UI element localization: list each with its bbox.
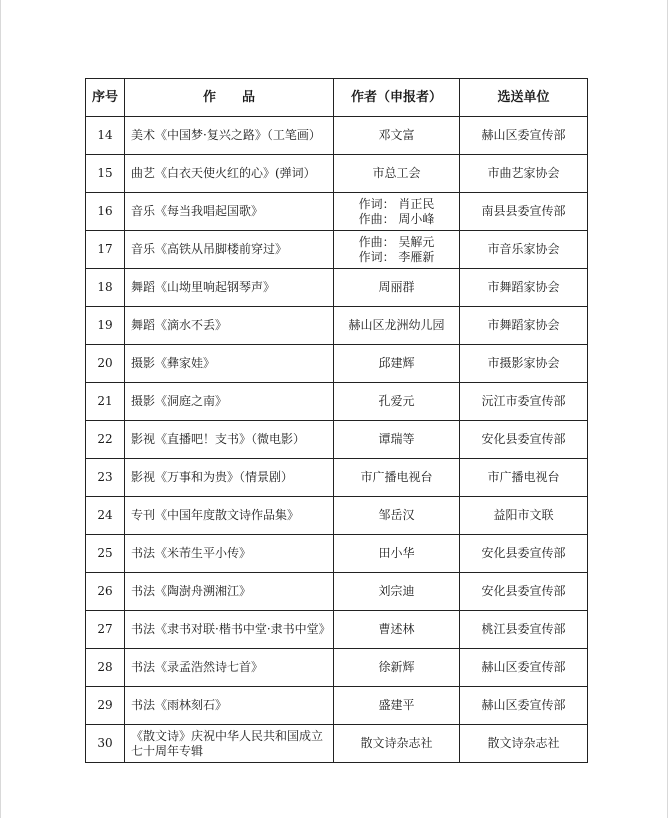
row-seq: 23 xyxy=(86,459,125,497)
row-work: 影视《直播吧！支书》（微电影） xyxy=(125,421,334,459)
author-line: 孔爱元 xyxy=(378,394,415,408)
row-author xyxy=(334,611,460,649)
table-row xyxy=(86,687,588,725)
author-line: 盛建平 xyxy=(378,698,415,712)
row-seq: 30 xyxy=(86,725,125,763)
table-row xyxy=(86,269,588,307)
row-seq: 26 xyxy=(86,573,125,611)
row-work: 音乐《每当我唱起国歌》 xyxy=(125,193,334,231)
row-work: 摄影《洞庭之南》 xyxy=(125,383,334,421)
awards-table xyxy=(85,78,588,763)
row-unit: 益阳市文联 xyxy=(460,497,588,535)
row-seq: 28 xyxy=(86,649,125,687)
row-work: 专刊《中国年度散文诗作品集》 xyxy=(125,497,334,535)
header-seq: 序号 xyxy=(86,79,125,117)
page-edge-left xyxy=(0,0,1,818)
row-author xyxy=(334,421,460,459)
row-seq: 14 xyxy=(86,117,125,155)
row-seq: 24 xyxy=(86,497,125,535)
row-unit: 市摄影家协会 xyxy=(460,345,588,383)
row-author xyxy=(334,725,460,763)
author-line: 赫山区龙洲幼儿园 xyxy=(348,318,445,332)
author-line: 作曲： 吴解元 xyxy=(358,234,435,249)
row-work: 摄影《彝家娃》 xyxy=(125,345,334,383)
row-unit: 赫山区委宣传部 xyxy=(460,649,588,687)
author-line: 周丽群 xyxy=(378,280,415,294)
row-unit: 沅江市委宣传部 xyxy=(460,383,588,421)
row-work: 书法《录孟浩然诗七首》 xyxy=(125,649,334,687)
row-unit: 市音乐家协会 xyxy=(460,231,588,269)
row-author xyxy=(334,269,460,307)
row-author xyxy=(334,649,460,687)
row-unit: 市舞蹈家协会 xyxy=(460,269,588,307)
row-seq: 21 xyxy=(86,383,125,421)
table-row xyxy=(86,193,588,231)
author-line: 邹岳汉 xyxy=(378,508,415,522)
row-seq: 22 xyxy=(86,421,125,459)
row-work: 音乐《高铁从吊脚楼前穿过》 xyxy=(125,231,334,269)
row-work: 《散文诗》庆祝中华人民共和国成立七十周年专辑 xyxy=(125,725,334,763)
row-work: 书法《雨林刻石》 xyxy=(125,687,334,725)
header-work: 作品 xyxy=(125,79,334,117)
author-line: 市总工会 xyxy=(372,166,421,180)
row-unit: 安化县委宣传部 xyxy=(460,573,588,611)
row-author xyxy=(334,117,460,155)
row-author xyxy=(334,535,460,573)
row-seq: 27 xyxy=(86,611,125,649)
row-author xyxy=(334,573,460,611)
row-work: 书法《隶书对联·楷书中堂·隶书中堂》 xyxy=(125,611,334,649)
table-row xyxy=(86,117,588,155)
row-unit: 赫山区委宣传部 xyxy=(460,117,588,155)
author-line: 作词： 肖正民 xyxy=(358,196,435,211)
table-row xyxy=(86,535,588,573)
row-unit: 桃江县委宣传部 xyxy=(460,611,588,649)
table-row xyxy=(86,573,588,611)
row-seq: 29 xyxy=(86,687,125,725)
author-line: 邓文富 xyxy=(378,128,415,142)
row-author xyxy=(334,687,460,725)
author-line: 作曲： 周小峰 xyxy=(358,211,435,226)
header-unit: 选送单位 xyxy=(460,79,588,117)
row-seq: 25 xyxy=(86,535,125,573)
row-seq: 18 xyxy=(86,269,125,307)
author-line: 曹述林 xyxy=(378,622,415,636)
table-row xyxy=(86,231,588,269)
author-line: 徐新辉 xyxy=(378,660,415,674)
author-line: 市广播电视台 xyxy=(360,470,433,484)
row-unit: 赫山区委宣传部 xyxy=(460,687,588,725)
row-seq: 20 xyxy=(86,345,125,383)
row-author xyxy=(334,231,460,269)
row-author xyxy=(334,193,460,231)
author-line: 作词： 李雁新 xyxy=(358,249,435,264)
row-work: 舞蹈《滴水不丢》 xyxy=(125,307,334,345)
table-row xyxy=(86,383,588,421)
row-author xyxy=(334,155,460,193)
table-row xyxy=(86,345,588,383)
row-unit: 南县县委宣传部 xyxy=(460,193,588,231)
row-unit: 市曲艺家协会 xyxy=(460,155,588,193)
row-author xyxy=(334,459,460,497)
author-line: 邱建辉 xyxy=(378,356,415,370)
row-seq: 16 xyxy=(86,193,125,231)
row-seq: 19 xyxy=(86,307,125,345)
table-row xyxy=(86,307,588,345)
row-author xyxy=(334,383,460,421)
table-row xyxy=(86,497,588,535)
row-work: 舞蹈《山坳里响起钢琴声》 xyxy=(125,269,334,307)
author-line: 刘宗迪 xyxy=(378,584,415,598)
row-unit: 市广播电视台 xyxy=(460,459,588,497)
row-seq: 17 xyxy=(86,231,125,269)
table-row xyxy=(86,611,588,649)
header-author: 作者（申报者） xyxy=(334,79,460,117)
row-work: 书法《陶澍舟溯湘江》 xyxy=(125,573,334,611)
table-row xyxy=(86,421,588,459)
row-seq: 15 xyxy=(86,155,125,193)
row-author xyxy=(334,345,460,383)
row-work: 影视《万事和为贵》（情景剧） xyxy=(125,459,334,497)
table-row xyxy=(86,459,588,497)
author-line: 散文诗杂志社 xyxy=(360,736,433,750)
table-row xyxy=(86,155,588,193)
row-unit: 散文诗杂志社 xyxy=(460,725,588,763)
table-row xyxy=(86,725,588,763)
row-unit: 安化县委宣传部 xyxy=(460,535,588,573)
table-body xyxy=(86,117,588,763)
row-work: 美术《中国梦·复兴之路》（工笔画） xyxy=(125,117,334,155)
row-work: 书法《米芾生平小传》 xyxy=(125,535,334,573)
row-work: 曲艺《白衣天使火红的心》(弹词） xyxy=(125,155,334,193)
table-header-row xyxy=(86,79,588,117)
row-unit: 市舞蹈家协会 xyxy=(460,307,588,345)
row-author xyxy=(334,307,460,345)
table-row xyxy=(86,649,588,687)
row-unit: 安化县委宣传部 xyxy=(460,421,588,459)
author-line: 田小华 xyxy=(378,546,415,560)
row-author xyxy=(334,497,460,535)
author-line: 谭瑞等 xyxy=(378,432,415,446)
